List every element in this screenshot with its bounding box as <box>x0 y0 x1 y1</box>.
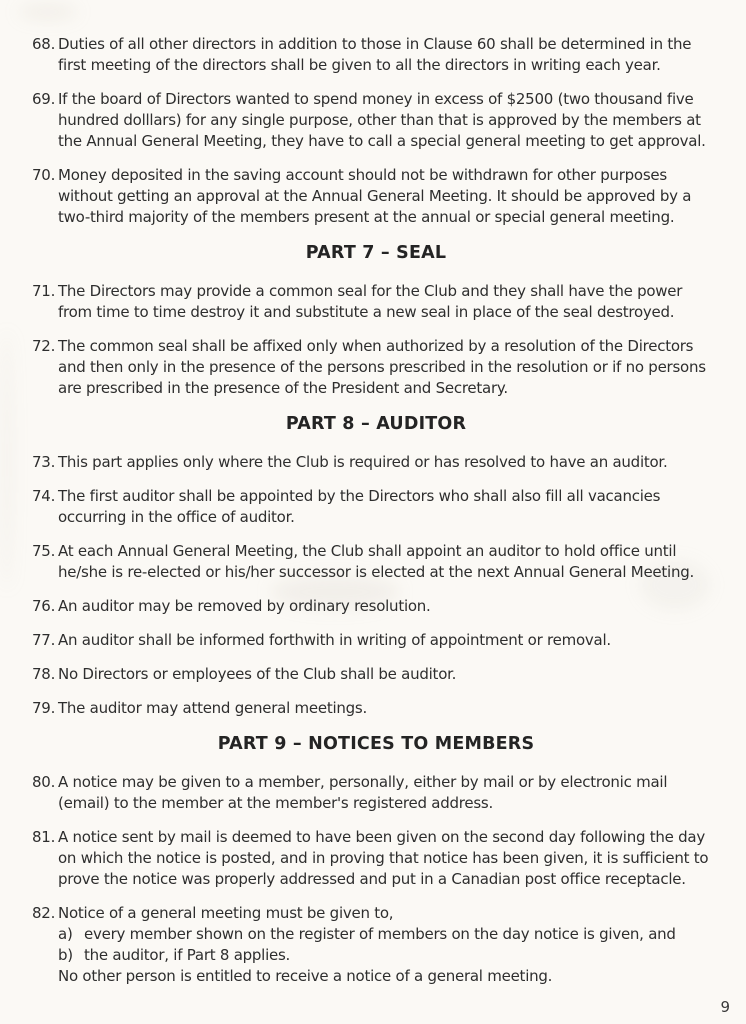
clause-72 <box>32 336 720 399</box>
clause-71 <box>32 281 720 323</box>
clause-number: 77. <box>32 631 56 649</box>
clause-number: 80. <box>32 773 56 791</box>
clause-number: 68. <box>32 35 56 53</box>
clause-77 <box>32 630 720 651</box>
clause-number: 73. <box>32 453 56 471</box>
clause-82-closing-text: No other person is entitled to receive a notice of a general meeting. <box>58 967 553 985</box>
clause-text: Money deposited in the saving account should not be withdrawn for other purposes without getting an approval at the Annual General Meeting. It should be approved by a two-third majority of the members present at the annual or special general meeting. <box>58 166 692 226</box>
clause-82 <box>32 903 720 987</box>
clause-82-subitem-b <box>58 945 720 966</box>
clause-68 <box>32 34 720 76</box>
clause-number: 74. <box>32 487 56 505</box>
clause-text: No Directors or employees of the Club shall be auditor. <box>58 665 457 683</box>
clause-text: An auditor shall be informed forthwith in writing of appointment or removal. <box>58 631 611 649</box>
clause-body <box>58 903 720 987</box>
clause-69 <box>32 89 720 152</box>
subitem-label: b) <box>58 946 73 964</box>
clause-number: 70. <box>32 166 56 184</box>
subitem-text: every member shown on the register of members on the day notice is given, and <box>84 925 676 943</box>
clause-text: Duties of all other directors in addition to those in Clause 60 shall be determined in the first meeting of the directors shall be given to all the directors in writing each year. <box>58 35 692 74</box>
clause-number: 78. <box>32 665 56 683</box>
clause-81 <box>32 827 720 890</box>
clause-text: The Directors may provide a common seal for the Club and they shall have the power from time to time destroy it and substitute a new seal in place of the seal destroyed. <box>58 282 683 321</box>
clause-74 <box>32 486 720 528</box>
clause-number: 69. <box>32 90 56 108</box>
page-number: 9 <box>720 998 730 1016</box>
clause-text: Notice of a general meeting must be given to, <box>58 904 394 922</box>
clause-number: 76. <box>32 597 56 615</box>
clause-text: A notice may be given to a member, personally, either by mail or by electronic mail (email) to the member at the member's registered address. <box>58 773 668 812</box>
clause-text: A notice sent by mail is deemed to have been given on the second day following the day on which the notice is posted, and in proving that notice has been given, it is sufficient to prove the notice was properly addressed and put in a Canadian post office receptacle. <box>58 828 709 888</box>
clause-number: 79. <box>32 699 56 717</box>
part-9-heading: PART 9 – NOTICES TO MEMBERS <box>217 734 535 754</box>
clause-80 <box>32 772 720 814</box>
clause-text: An auditor may be removed by ordinary resolution. <box>58 597 431 615</box>
clause-number: 75. <box>32 542 56 560</box>
clause-text: At each Annual General Meeting, the Club shall appoint an auditor to hold office until he/she is re-elected or his/her successor is elected at the next Annual General Meeting. <box>58 542 695 581</box>
clause-75 <box>32 541 720 583</box>
clause-76 <box>32 596 720 617</box>
clause-text: The first auditor shall be appointed by the Directors who shall also fill all vacancies occurring in the office of auditor. <box>58 487 661 526</box>
clause-text: The common seal shall be affixed only when authorized by a resolution of the Directors and then only in the presence of the persons prescribed in the resolution or if no persons are prescribed in the presence of the President and Secretary. <box>58 337 706 397</box>
clause-78 <box>32 664 720 685</box>
clause-number: 82. <box>32 904 56 922</box>
part-8-heading: PART 8 – AUDITOR <box>285 414 467 434</box>
clause-73 <box>32 452 720 473</box>
clause-number: 71. <box>32 282 56 300</box>
clause-79 <box>32 698 720 719</box>
clause-70 <box>32 165 720 228</box>
clause-text: The auditor may attend general meetings. <box>58 699 367 717</box>
clause-number: 81. <box>32 828 56 846</box>
subitem-label: a) <box>58 925 73 943</box>
part-7-heading: PART 7 – SEAL <box>305 243 447 263</box>
subitem-text: the auditor, if Part 8 applies. <box>84 946 291 964</box>
clause-number: 72. <box>32 337 56 355</box>
clause-text: If the board of Directors wanted to spend money in excess of $2500 (two thousand five hundred dolllars) for any single purpose, other than that is approved by the members at the Annual General Meeting, they have to call a special general meeting to get approval. <box>58 90 706 150</box>
clause-text: This part applies only where the Club is required or has resolved to have an auditor. <box>58 453 668 471</box>
clause-82-subitem-a <box>58 924 720 945</box>
